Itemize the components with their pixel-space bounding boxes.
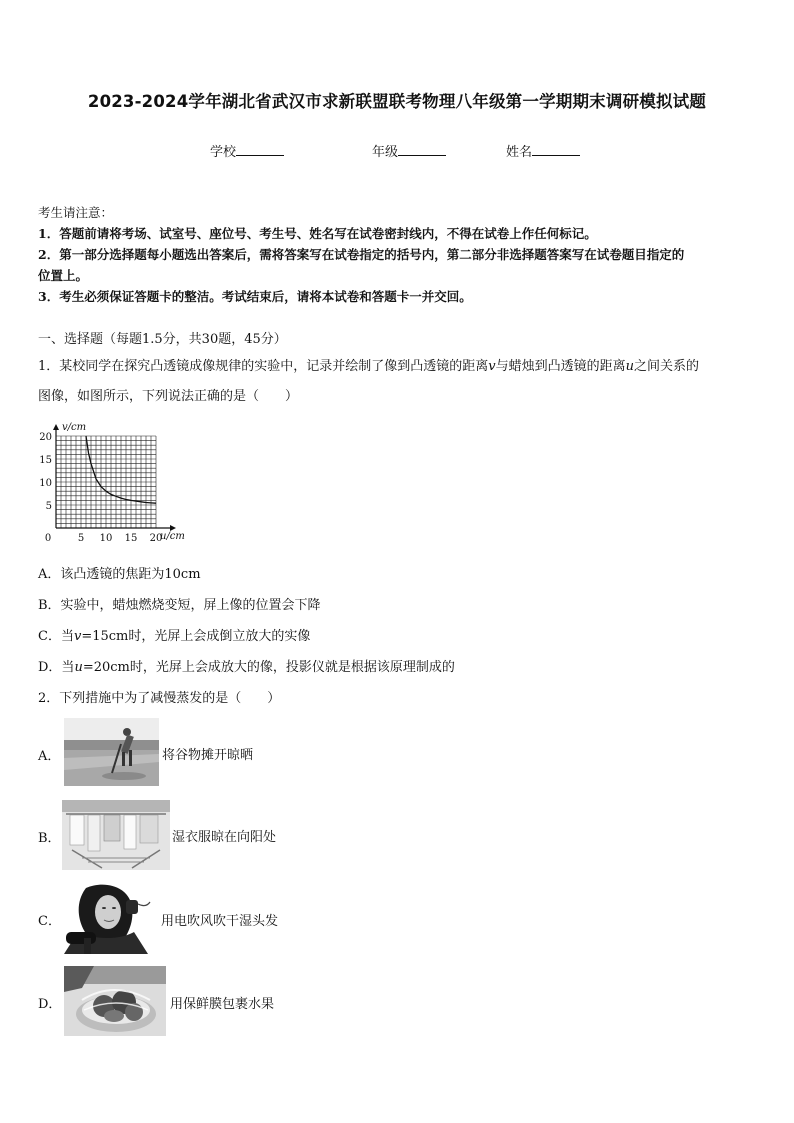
q2-option-c-text[interactable]: 用电吹风吹干湿头发: [161, 914, 279, 929]
q1-chart: [34, 414, 194, 544]
hair-dryer-photo: [64, 882, 158, 954]
notice-item-3: 3．考生必须保证答题卡的整洁。考试结束后，请将本试卷和答题卡一并交回。: [38, 289, 472, 304]
section-heading: 一、选择题（每题1.5分，共30题，45分）: [38, 332, 287, 347]
clothes-rack-photo: [62, 800, 170, 870]
q1-option-c[interactable]: C．当v=15cm时，光屏上会成倒立放大的实像: [38, 629, 311, 644]
notice-item-2-cont: 位置上。: [38, 268, 89, 283]
origin-label: 0: [44, 533, 52, 544]
x-tick-label: 10: [99, 533, 113, 544]
notice-heading: 考生请注意：: [38, 205, 114, 220]
y-axis-arrow: [53, 424, 59, 430]
q1-stem-line1: 1．某校同学在探究凸透镜成像规律的实验中，记录并绘制了像到凸透镜的距离v与蜡烛到凸透镜的距离u之间关系的: [38, 359, 700, 374]
q1-option-a[interactable]: A．该凸透镜的焦距为10cm: [38, 567, 201, 582]
page-title: 2023-2024学年湖北省武汉市求新联盟联考物理八年级第一学期期末调研模拟试题: [87, 92, 707, 111]
school-label: 学校: [210, 145, 237, 160]
x-tick-label: 15: [124, 533, 138, 544]
q1-stem-line2: 图像，如图所示，下列说法正确的是（ ）: [38, 389, 299, 404]
y-tick-label: 10: [39, 478, 52, 489]
name-blank[interactable]: [532, 143, 580, 156]
q1-option-d[interactable]: D．当u=20cm时，光屏上会成放大的像，投影仪就是根据该原理制成的: [38, 660, 455, 675]
y-tick-label: 15: [39, 455, 52, 466]
x-tick-label: 20: [149, 533, 163, 544]
x-tick-label: 5: [77, 533, 85, 544]
grain-drying-photo: [64, 718, 159, 786]
q2-option-b-letter[interactable]: B．: [38, 831, 61, 846]
q1-option-b[interactable]: B．实验中，蜡烛燃烧变短，屏上像的位置会下降: [38, 598, 321, 613]
notice-item-1: 1．答题前请将考场、试室号、座位号、考生号、姓名写在试卷密封线内，不得在试卷上作任何标记。: [38, 226, 597, 241]
q2-option-c-letter[interactable]: C．: [38, 914, 61, 929]
y-tick-label: 20: [39, 432, 52, 443]
q2-stem: 2．下列措施中为了减慢蒸发的是（ ）: [38, 691, 281, 706]
q2-option-a-text[interactable]: 将谷物摊开晾晒: [162, 748, 254, 763]
q2-option-b-text[interactable]: 湿衣服晾在向阳处: [172, 830, 277, 845]
grade-field: [372, 141, 446, 160]
y-axis-label: v/cm: [62, 422, 87, 433]
school-blank[interactable]: [236, 143, 284, 156]
school-field: [210, 141, 284, 160]
name-field: [506, 141, 580, 160]
q2-option-d-letter[interactable]: D．: [38, 997, 62, 1012]
name-label: 姓名: [506, 145, 533, 160]
grade-label: 年级: [372, 145, 399, 160]
x-axis-label: u/cm: [160, 531, 185, 542]
fruit-wrap-photo: [64, 966, 166, 1036]
q2-option-d-text[interactable]: 用保鲜膜包裹水果: [170, 997, 275, 1012]
q2-option-a-letter[interactable]: A．: [38, 749, 61, 764]
notice-item-2: 2．第一部分选择题每小题选出答案后，需将答案写在试卷指定的括号内，第二部分非选择题答案写在试卷题目指定的: [38, 247, 685, 262]
grade-blank[interactable]: [398, 143, 446, 156]
y-tick-label: 5: [45, 501, 52, 512]
